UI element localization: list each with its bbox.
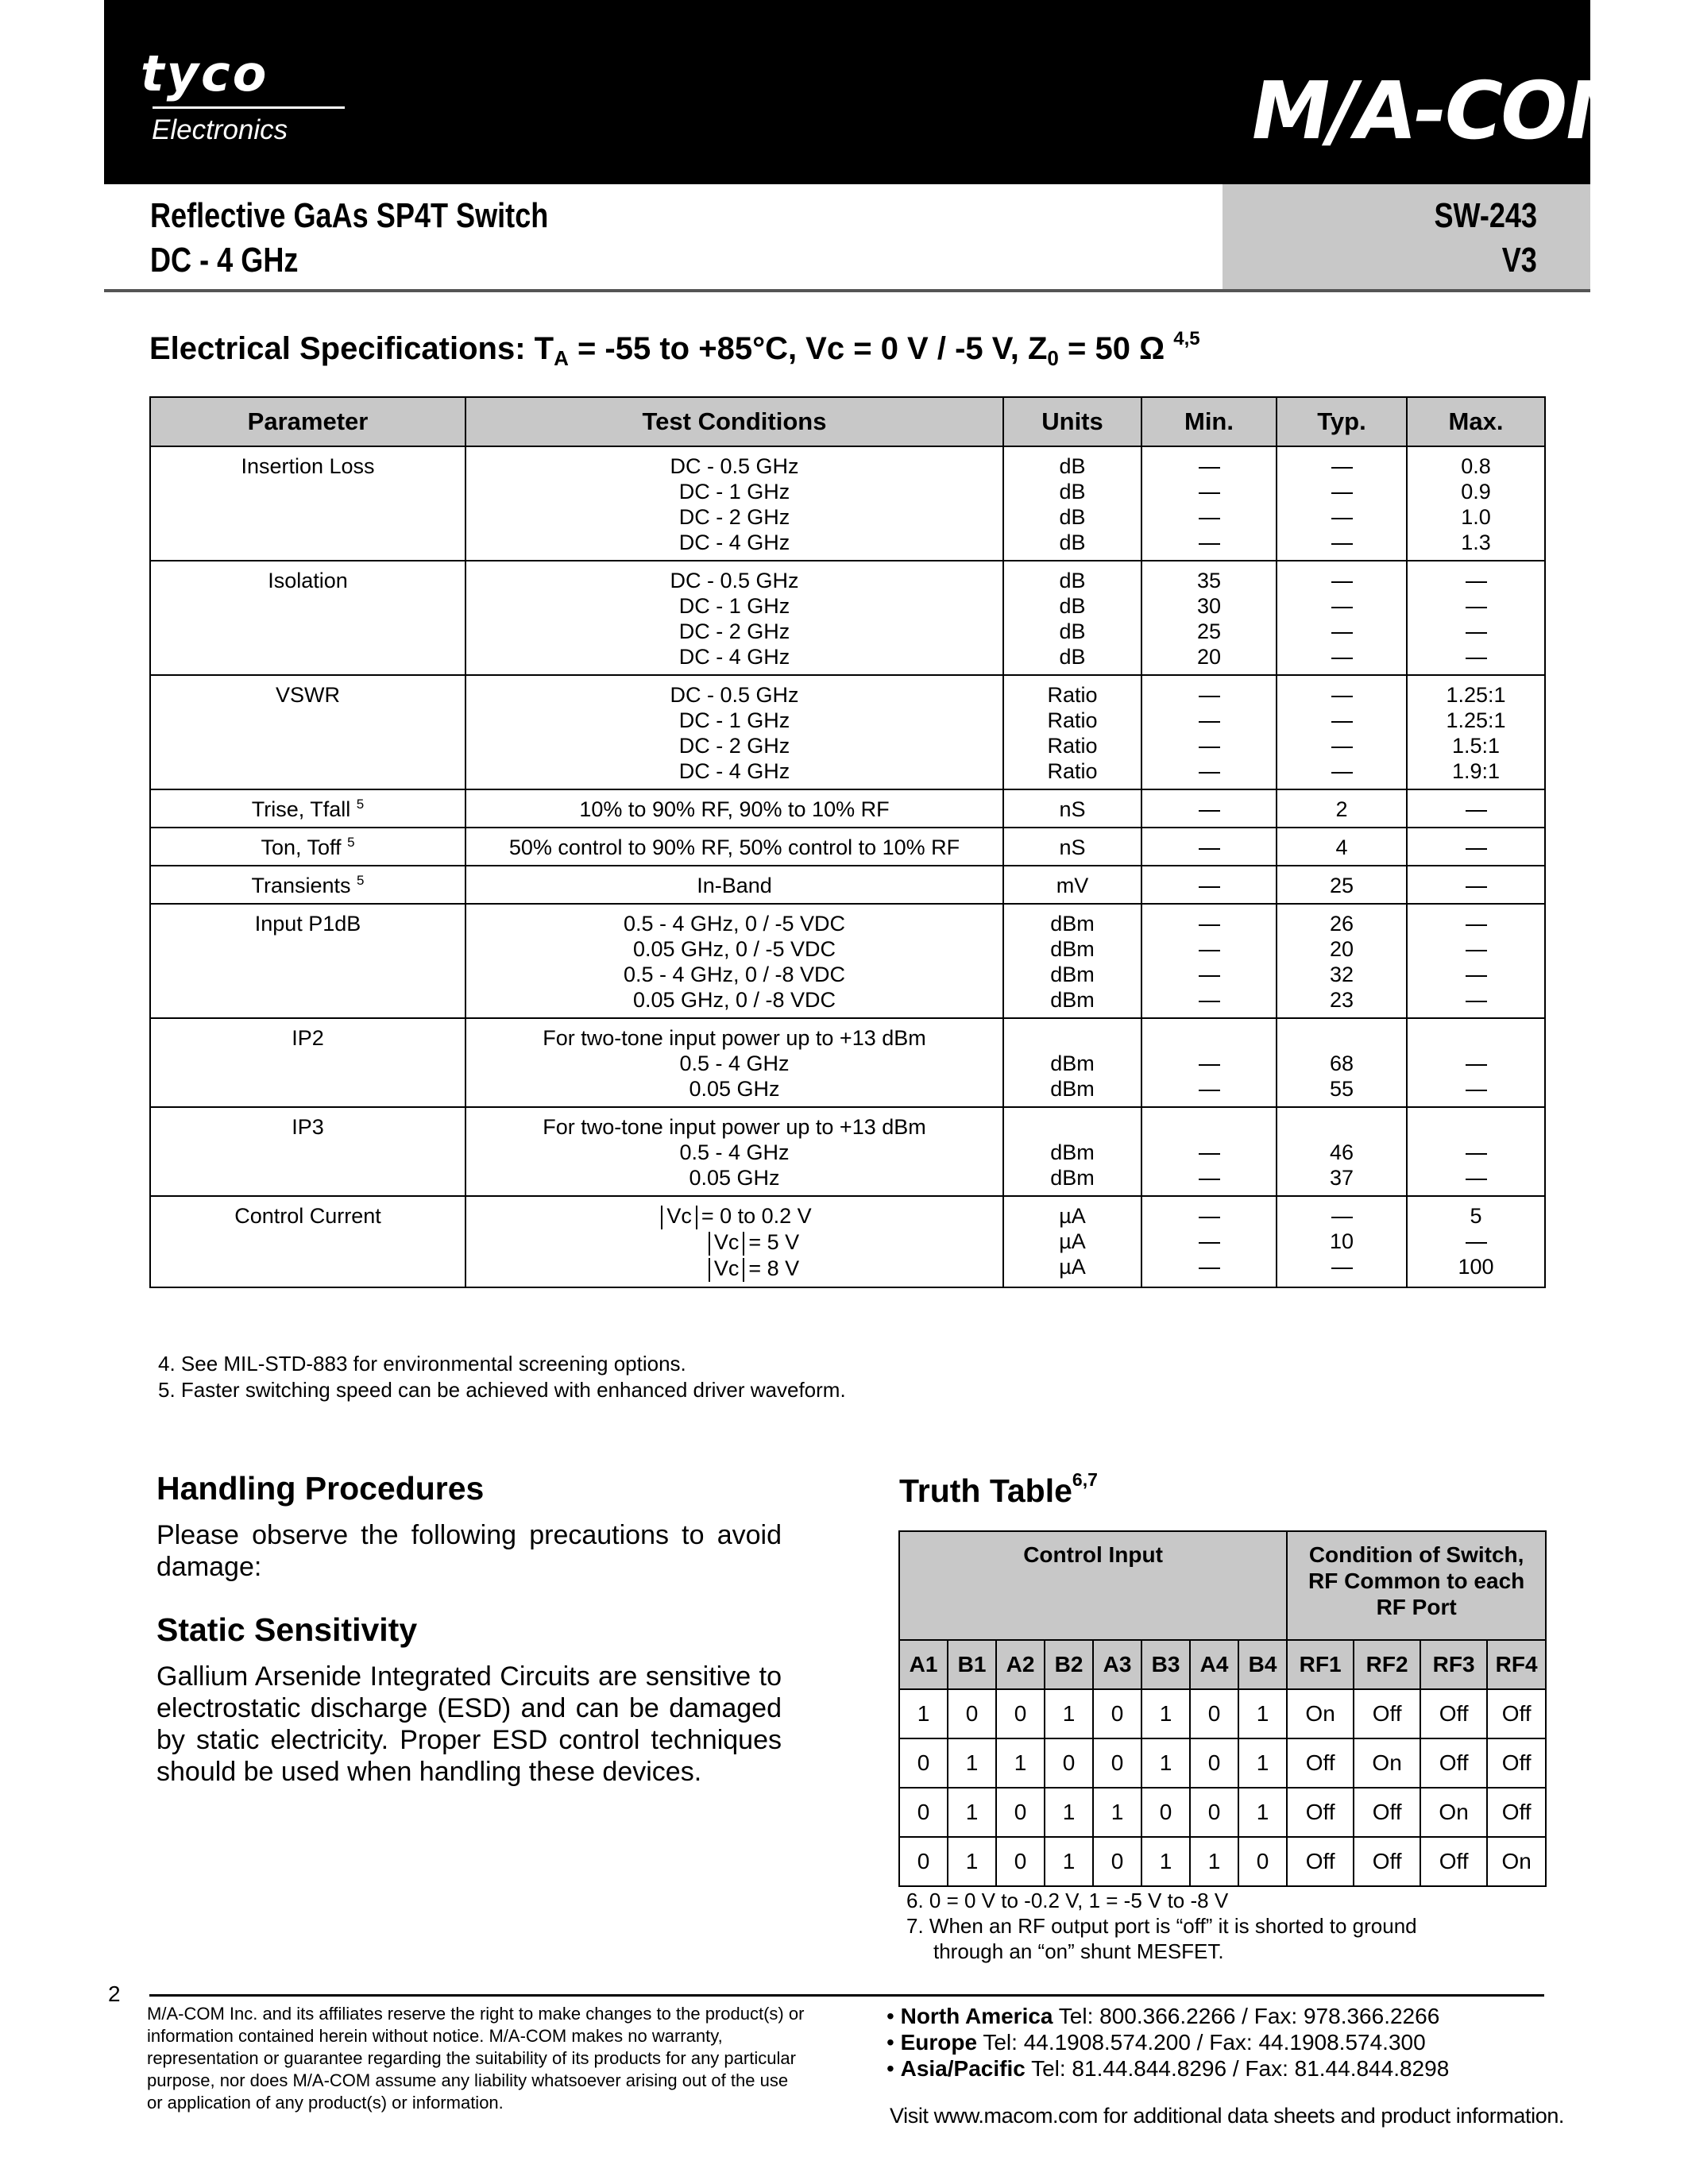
electrical-spec-table <box>149 396 1546 1288</box>
spec-units: dBm dBm <box>1003 1107 1141 1196</box>
spec-row <box>150 904 1545 1018</box>
spec-heading: Electrical Specifications: $T_A = -55$ to +85°C, Vc = 0 V / -5 V, $Z_0 = 50$ Ω $^{4,5}$ <box>149 328 1200 370</box>
truth-row <box>899 1689 1546 1738</box>
truth-cell: 1 <box>1141 1738 1190 1788</box>
switch-condition-header: Condition of Switch, RF Common to each RF Port <box>1287 1531 1546 1640</box>
truth-cell: Off <box>1420 1738 1487 1788</box>
truth-row <box>899 1837 1546 1886</box>
spec-test-conditions: 50% control to 90% RF, 50% control to 10% RF <box>465 828 1003 866</box>
spec-min <box>1141 904 1277 1018</box>
spec-max <box>1407 866 1545 904</box>
control-input-header: Control Input <box>899 1531 1287 1640</box>
truth-cell: 1 <box>948 1837 996 1886</box>
spec-test-conditions: For two-tone input power up to +13 dBm 0.5 - 4 GHz 0.05 GHz <box>465 1107 1003 1196</box>
spec-parameter: Transients $^5$ <box>150 866 465 904</box>
truth-cell: Off <box>1287 1738 1354 1788</box>
truth-cell: 0 <box>1093 1738 1141 1788</box>
truth-cell: 1 <box>1190 1837 1238 1886</box>
header-test-conditions: Test Conditions <box>465 397 1003 446</box>
spec-min <box>1141 1107 1277 1196</box>
truth-cell: 1 <box>948 1738 996 1788</box>
truth-cell: 0 <box>948 1689 996 1738</box>
spec-min <box>1141 789 1277 828</box>
truth-cell: 0 <box>1093 1689 1141 1738</box>
truth-cell: 0 <box>996 1837 1045 1886</box>
truth-cell: 1 <box>1045 1837 1093 1886</box>
spec-units: nS <box>1003 789 1141 828</box>
spec-min: 35 30 25 20 <box>1141 561 1277 675</box>
contact-europe: • Europe Tel: 44.1908.574.200 / Fax: 44.1908.574.300 <box>886 2030 1426 2055</box>
spec-units: dB dB dB dB <box>1003 561 1141 675</box>
spec-max <box>1407 1018 1545 1107</box>
truth-col-rf2: RF2 <box>1354 1640 1420 1689</box>
truth-table <box>898 1530 1547 1887</box>
spec-row <box>150 1018 1545 1107</box>
spec-max <box>1407 828 1545 866</box>
truth-cell: Off <box>1354 1689 1420 1738</box>
spec-typ: 2 <box>1277 789 1407 828</box>
spec-parameter: Control Current <box>150 1196 465 1287</box>
truth-cell: On <box>1287 1689 1354 1738</box>
spec-test-conditions: DC - 0.5 GHz DC - 1 GHz DC - 2 GHz DC - 4 GHz <box>465 446 1003 561</box>
truth-col-a2: A2 <box>996 1640 1045 1689</box>
macom-logo: M/A-COM <box>1242 64 1651 157</box>
truth-cell: 1 <box>1238 1738 1287 1788</box>
truth-note-7: 7. When an RF output port is “off” it is shorted to ground <box>906 1914 1417 1938</box>
spec-max: 1.25:1 1.25:1 1.5:1 1.9:1 <box>1407 675 1545 789</box>
truth-cell: 0 <box>899 1738 948 1788</box>
spec-test-conditions: In-Band <box>465 866 1003 904</box>
spec-parameter: Trise, Tfall $^5$ <box>150 789 465 828</box>
truth-cell: Off <box>1287 1788 1354 1837</box>
truth-row <box>899 1788 1546 1837</box>
spec-row <box>150 561 1545 675</box>
spec-parameter: Isolation <box>150 561 465 675</box>
static-sensitivity-heading: Static Sensitivity <box>156 1611 418 1648</box>
header-parameter: Parameter <box>150 397 465 446</box>
truth-cell: On <box>1420 1788 1487 1837</box>
spec-row <box>150 675 1545 789</box>
spec-row <box>150 1107 1545 1196</box>
truth-col-b1: B1 <box>948 1640 996 1689</box>
spec-row <box>150 828 1545 866</box>
truth-note-7-cont: through an “on” shunt MESFET. <box>933 1939 1224 1963</box>
spec-min <box>1141 1018 1277 1107</box>
spec-units: µA µA µA <box>1003 1196 1141 1287</box>
spec-row <box>150 1196 1545 1287</box>
header-typ: Typ. <box>1277 397 1407 446</box>
spec-max: 5 100 <box>1407 1196 1545 1287</box>
header-max: Max. <box>1407 397 1545 446</box>
spec-units: mV <box>1003 866 1141 904</box>
disclaimer-text: M/A-COM Inc. and its affiliates reserve the right to make changes to the product(s) or information contained herein without notice. M/A-COM makes no warranty, representation or guarantee regarding the suitability of its products for any particular purpose, nor does M/A-COM assume any liability whatsoever arising out of the use or application of any product(s) or information. <box>147 2004 805 2113</box>
truth-cell: 0 <box>1045 1738 1093 1788</box>
truth-cell: Off <box>1487 1738 1546 1788</box>
spec-typ: 25 <box>1277 866 1407 904</box>
handling-heading: Handling Procedures <box>156 1470 485 1507</box>
truth-col-b4: B4 <box>1238 1640 1287 1689</box>
tyco-logo-rule <box>153 106 345 109</box>
truth-cell: 1 <box>1045 1689 1093 1738</box>
truth-cell: 1 <box>1141 1837 1190 1886</box>
spec-typ <box>1277 446 1407 561</box>
spec-typ: 46 37 <box>1277 1107 1407 1196</box>
truth-col-rf1: RF1 <box>1287 1640 1354 1689</box>
truth-cell: 1 <box>948 1788 996 1837</box>
spec-min <box>1141 446 1277 561</box>
spec-test-conditions: DC - 0.5 GHz DC - 1 GHz DC - 2 GHz DC - 4 GHz <box>465 675 1003 789</box>
truth-cell: 1 <box>1238 1788 1287 1837</box>
truth-cell: 1 <box>1141 1689 1190 1738</box>
truth-cell: 0 <box>1190 1788 1238 1837</box>
truth-cell: 0 <box>1141 1788 1190 1837</box>
spec-parameter: Ton, Toff $^5$ <box>150 828 465 866</box>
truth-col-rf4: RF4 <box>1487 1640 1546 1689</box>
spec-typ: 10 <box>1277 1196 1407 1287</box>
truth-cell: Off <box>1420 1689 1487 1738</box>
spec-max <box>1407 1107 1545 1196</box>
truth-cell: 1 <box>1093 1788 1141 1837</box>
contact-asia-pacific: • Asia/Pacific Tel: 81.44.844.8296 / Fax: 81.44.844.8298 <box>886 2056 1450 2081</box>
spec-test-conditions: 10% to 90% RF, 90% to 10% RF <box>465 789 1003 828</box>
spec-typ: 26 20 32 23 <box>1277 904 1407 1018</box>
truth-col-a1: A1 <box>899 1640 948 1689</box>
spec-typ <box>1277 561 1407 675</box>
truth-cell: 0 <box>899 1788 948 1837</box>
truth-cell: 1 <box>1238 1689 1287 1738</box>
spec-max <box>1407 561 1545 675</box>
spec-units: dBm dBm dBm dBm <box>1003 904 1141 1018</box>
truth-cell: Off <box>1354 1788 1420 1837</box>
spec-max <box>1407 904 1545 1018</box>
spec-typ: 4 <box>1277 828 1407 866</box>
truth-col-a4: A4 <box>1190 1640 1238 1689</box>
truth-cell: 0 <box>1190 1689 1238 1738</box>
tyco-logo: tyco <box>141 44 269 102</box>
header-units: Units <box>1003 397 1141 446</box>
footer-rule <box>149 1994 1544 1997</box>
contact-north-america: • North America Tel: 800.366.2266 / Fax: 978.366.2266 <box>886 2004 1440 2028</box>
spec-min <box>1141 1196 1277 1287</box>
truth-col-b3: B3 <box>1141 1640 1190 1689</box>
spec-test-conditions: DC - 0.5 GHz DC - 1 GHz DC - 2 GHz DC - 4 GHz <box>465 561 1003 675</box>
spec-parameter: IP3 <box>150 1107 465 1196</box>
product-title: Reflective GaAs SP4T Switch <box>150 196 549 235</box>
spec-units: dBm dBm <box>1003 1018 1141 1107</box>
truth-cell: On <box>1354 1738 1420 1788</box>
spec-test-conditions: Vc = 0 to 0.2 V Vc = 5 V Vc = 8 V <box>465 1196 1003 1287</box>
truth-cell: 0 <box>899 1837 948 1886</box>
spec-note-4: 4. See MIL-STD-883 for environmental screening options. <box>158 1352 686 1376</box>
version: V3 <box>1501 241 1537 280</box>
spec-typ <box>1277 675 1407 789</box>
spec-test-conditions: 0.5 - 4 GHz, 0 / -5 VDC 0.05 GHz, 0 / -5 VDC 0.5 - 4 GHz, 0 / -8 VDC 0.05 GHz, 0 / -8 VDC <box>465 904 1003 1018</box>
spec-min <box>1141 828 1277 866</box>
page-number: 2 <box>108 1981 121 2006</box>
truth-cell: Off <box>1287 1837 1354 1886</box>
spec-units: nS <box>1003 828 1141 866</box>
spec-min <box>1141 866 1277 904</box>
truth-cell: Off <box>1420 1837 1487 1886</box>
truth-cell: 1 <box>996 1738 1045 1788</box>
spec-max: 0.8 0.9 1.0 1.3 <box>1407 446 1545 561</box>
truth-col-a3: A3 <box>1093 1640 1141 1689</box>
visit-website-text: Visit www.macom.com for additional data sheets and product information. <box>890 2104 1565 2128</box>
spec-test-conditions: For two-tone input power up to +13 dBm 0.5 - 4 GHz 0.05 GHz <box>465 1018 1003 1107</box>
truth-cell: 1 <box>899 1689 948 1738</box>
spec-parameter: VSWR <box>150 675 465 789</box>
spec-max <box>1407 789 1545 828</box>
truth-cell: 0 <box>996 1788 1045 1837</box>
truth-cell: Off <box>1354 1837 1420 1886</box>
spec-units: dB dB dB dB <box>1003 446 1141 561</box>
header-min: Min. <box>1141 397 1277 446</box>
spec-row <box>150 446 1545 561</box>
spec-row <box>150 789 1545 828</box>
tyco-electronics-text: Electronics <box>152 114 288 145</box>
title-rule <box>104 289 1590 292</box>
truth-note-6: 6. 0 = 0 V to -0.2 V, 1 = -5 V to -8 V <box>906 1889 1229 1912</box>
spec-units: Ratio Ratio Ratio Ratio <box>1003 675 1141 789</box>
truth-cell: 0 <box>996 1689 1045 1738</box>
truth-cell: 0 <box>1093 1837 1141 1886</box>
spec-note-5: 5. Faster switching speed can be achieved with enhanced driver waveform. <box>158 1378 846 1402</box>
spec-parameter: Input P1dB <box>150 904 465 1018</box>
truth-cell: On <box>1487 1837 1546 1886</box>
part-number: SW-243 <box>1434 196 1537 235</box>
truth-col-b2: B2 <box>1045 1640 1093 1689</box>
product-frequency: DC - 4 GHz <box>150 241 299 280</box>
spec-row <box>150 866 1545 904</box>
truth-cell: Off <box>1487 1689 1546 1738</box>
truth-cell: 1 <box>1045 1788 1093 1837</box>
truth-col-rf3: RF3 <box>1420 1640 1487 1689</box>
static-sensitivity-text: Gallium Arsenide Integrated Circuits are sensitive to electrostatic discharge (ESD) and can be damaged by static electricity. Proper ESD control techniques should be used when handling these devices. <box>156 1661 782 1787</box>
truth-row <box>899 1738 1546 1788</box>
truth-cell: 0 <box>1190 1738 1238 1788</box>
spec-parameter: Insertion Loss <box>150 446 465 561</box>
truth-cell: Off <box>1487 1788 1546 1837</box>
handling-text: Please observe the following precautions to avoid damage: <box>156 1520 782 1582</box>
spec-typ: 68 55 <box>1277 1018 1407 1107</box>
truth-table-heading: Truth Table$^{6,7}$ <box>899 1469 1098 1509</box>
spec-parameter: IP2 <box>150 1018 465 1107</box>
truth-cell: 0 <box>1238 1837 1287 1886</box>
spec-min <box>1141 675 1277 789</box>
